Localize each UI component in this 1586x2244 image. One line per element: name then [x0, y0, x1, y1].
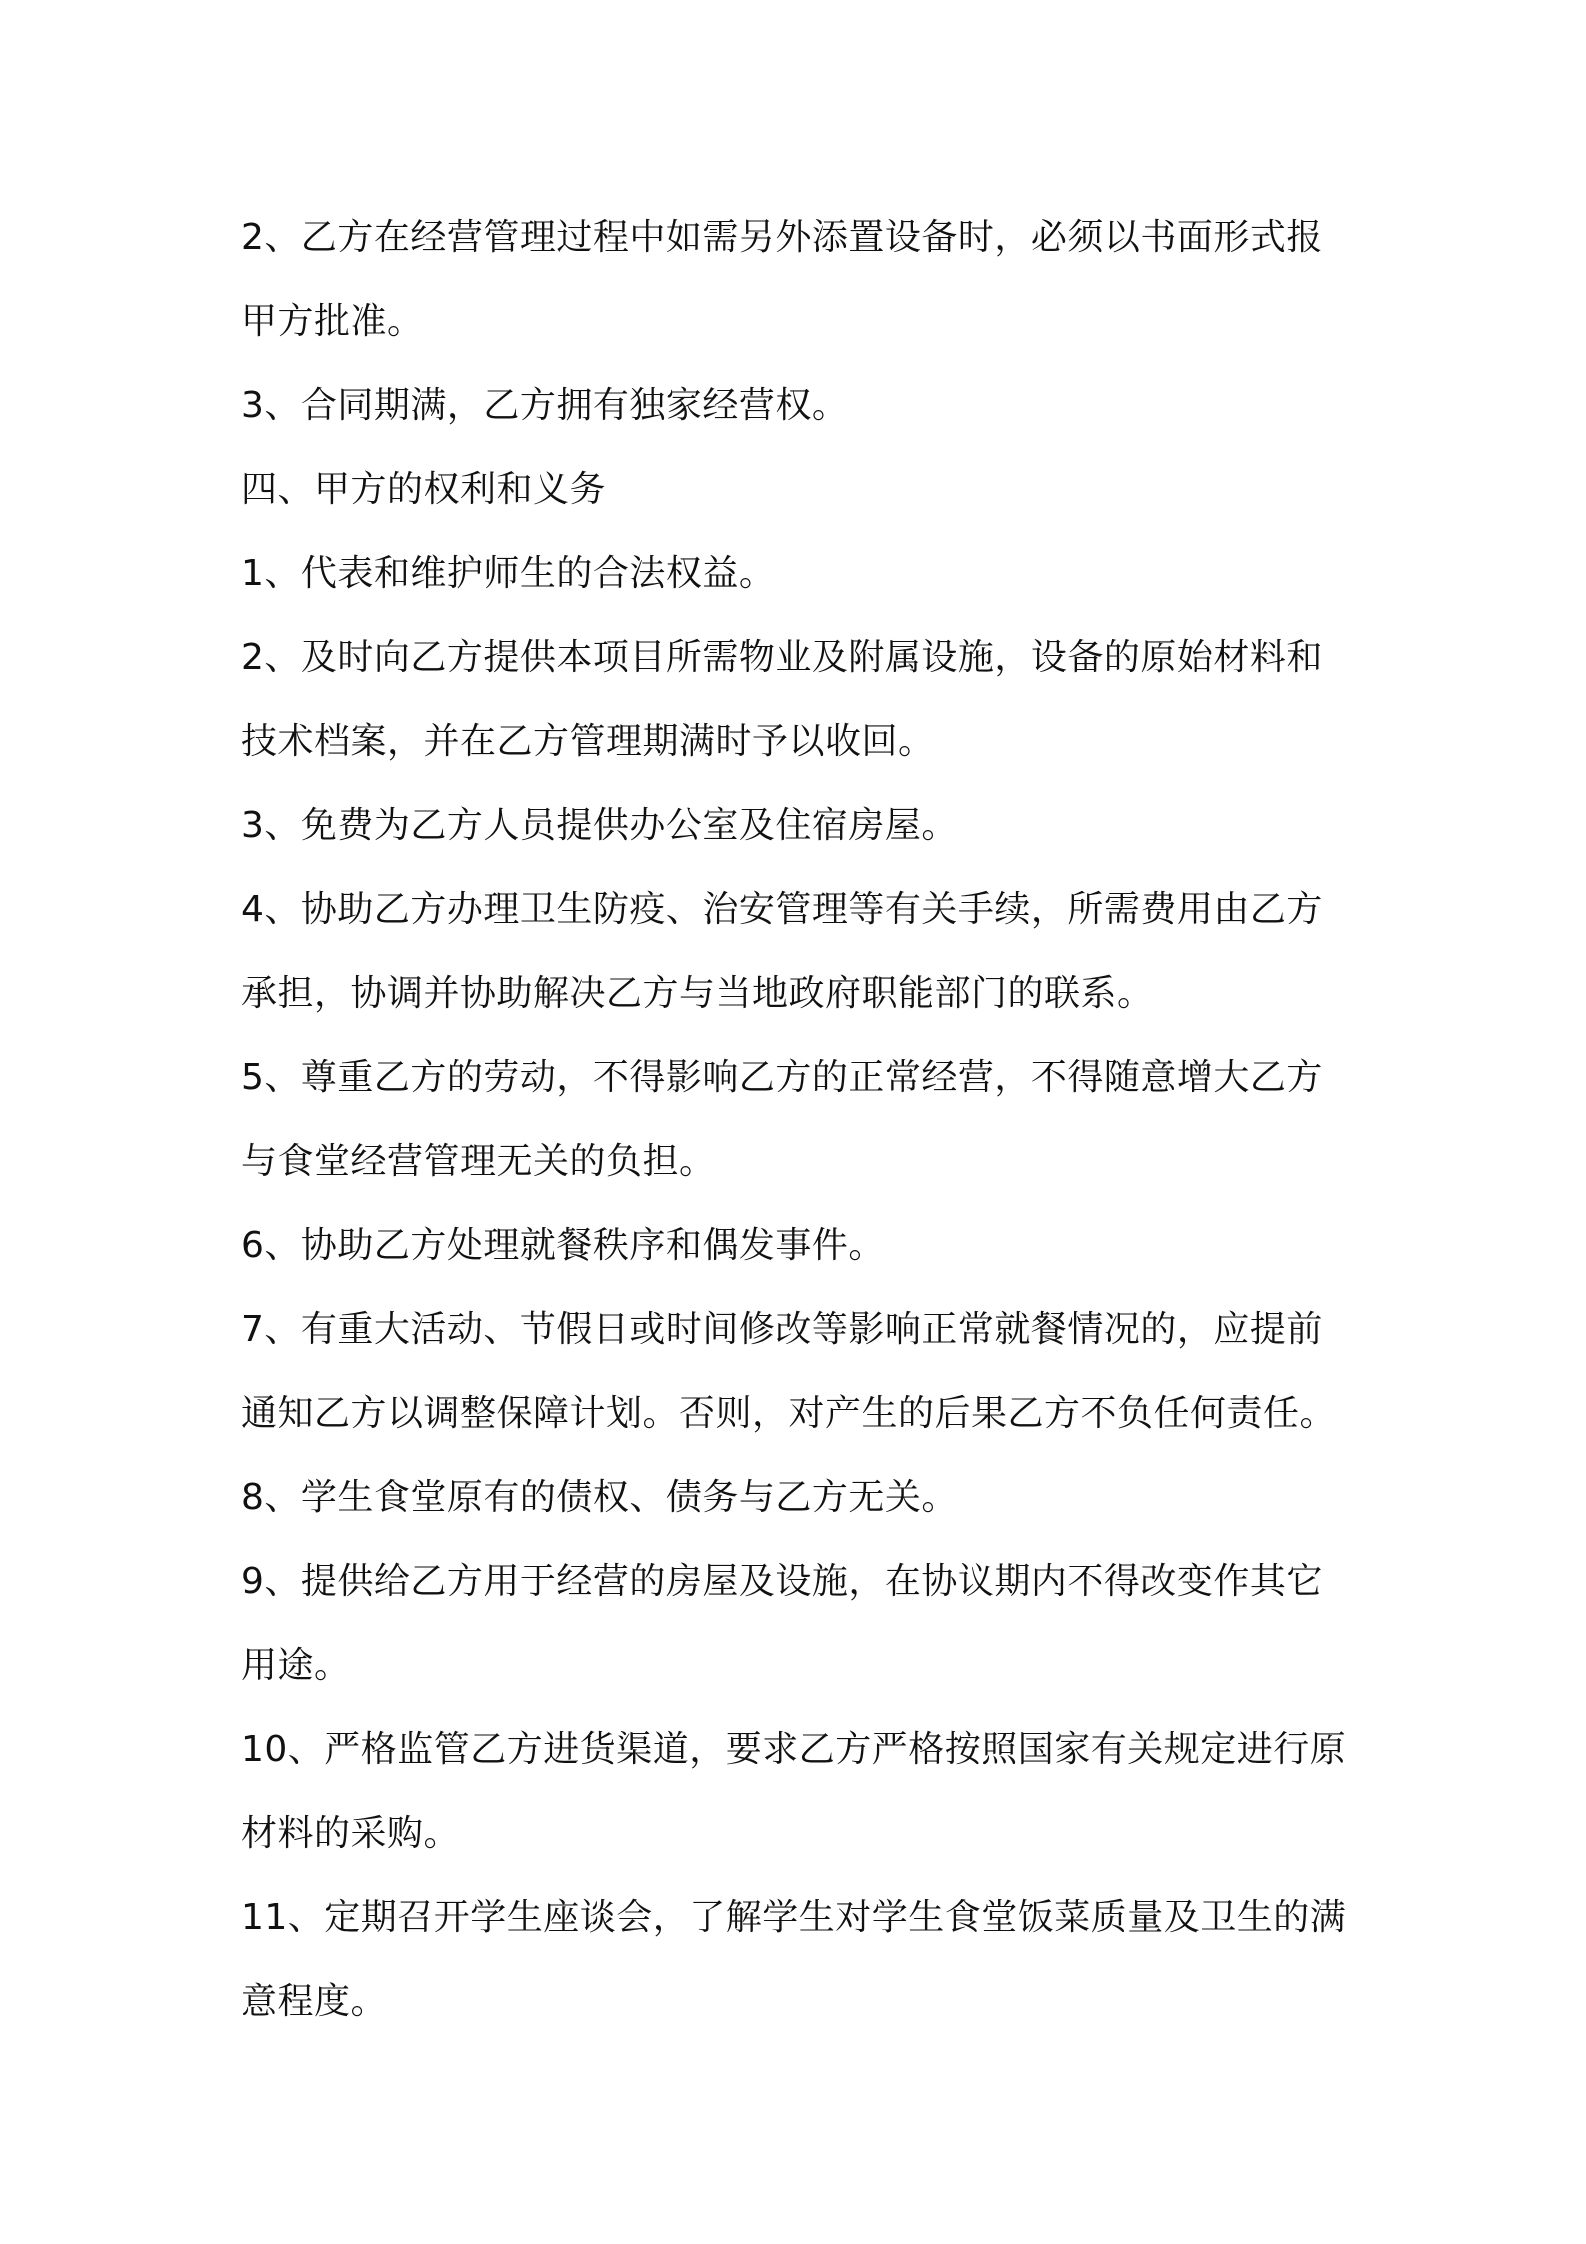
text-line: 材料的采购。	[241, 1813, 461, 1854]
text-line: 10、严格监管乙方进货渠道，要求乙方严格按照国家有关规定进行原	[241, 1729, 1347, 1770]
text-line: 2、及时向乙方提供本项目所需物业及附属设施，设备的原始材料和	[241, 637, 1323, 678]
text-line: 1、代表和维护师生的合法权益。	[241, 553, 776, 594]
text-line: 5、尊重乙方的劳动，不得影响乙方的正常经营，不得随意增大乙方	[241, 1057, 1323, 1098]
text-line: 用途。	[241, 1645, 351, 1686]
text-line: 与食堂经营管理无关的负担。	[241, 1141, 716, 1182]
document-body	[241, 196, 1361, 2044]
text-line: 3、合同期满，乙方拥有独家经营权。	[241, 385, 849, 426]
text-line: 甲方批准。	[241, 301, 424, 342]
text-line: 8、学生食堂原有的债权、债务与乙方无关。	[241, 1477, 958, 1518]
text-line: 意程度。	[241, 1981, 388, 2022]
text-line: 6、协助乙方处理就餐秩序和偶发事件。	[241, 1225, 885, 1266]
text-line: 4、协助乙方办理卫生防疫、治安管理等有关手续，所需费用由乙方	[241, 889, 1323, 930]
text-line: 11、定期召开学生座谈会，了解学生对学生食堂饭菜质量及卫生的满	[241, 1897, 1347, 1938]
text-line: 技术档案，并在乙方管理期满时予以收回。	[241, 721, 935, 762]
section-heading: 四、甲方的权利和义务	[241, 469, 607, 510]
text-line: 3、免费为乙方人员提供办公室及住宿房屋。	[241, 805, 958, 846]
text-line: 7、有重大活动、节假日或时间修改等影响正常就餐情况的，应提前	[241, 1309, 1323, 1350]
text-line: 通知乙方以调整保障计划。否则，对产生的后果乙方不负任何责任。	[241, 1393, 1337, 1434]
text-line: 承担，协调并协助解决乙方与当地政府职能部门的联系。	[241, 973, 1154, 1014]
text-line: 9、提供给乙方用于经营的房屋及设施，在协议期内不得改变作其它	[241, 1561, 1323, 1602]
text-line: 2、乙方在经营管理过程中如需另外添置设备时，必须以书面形式报	[241, 217, 1323, 258]
